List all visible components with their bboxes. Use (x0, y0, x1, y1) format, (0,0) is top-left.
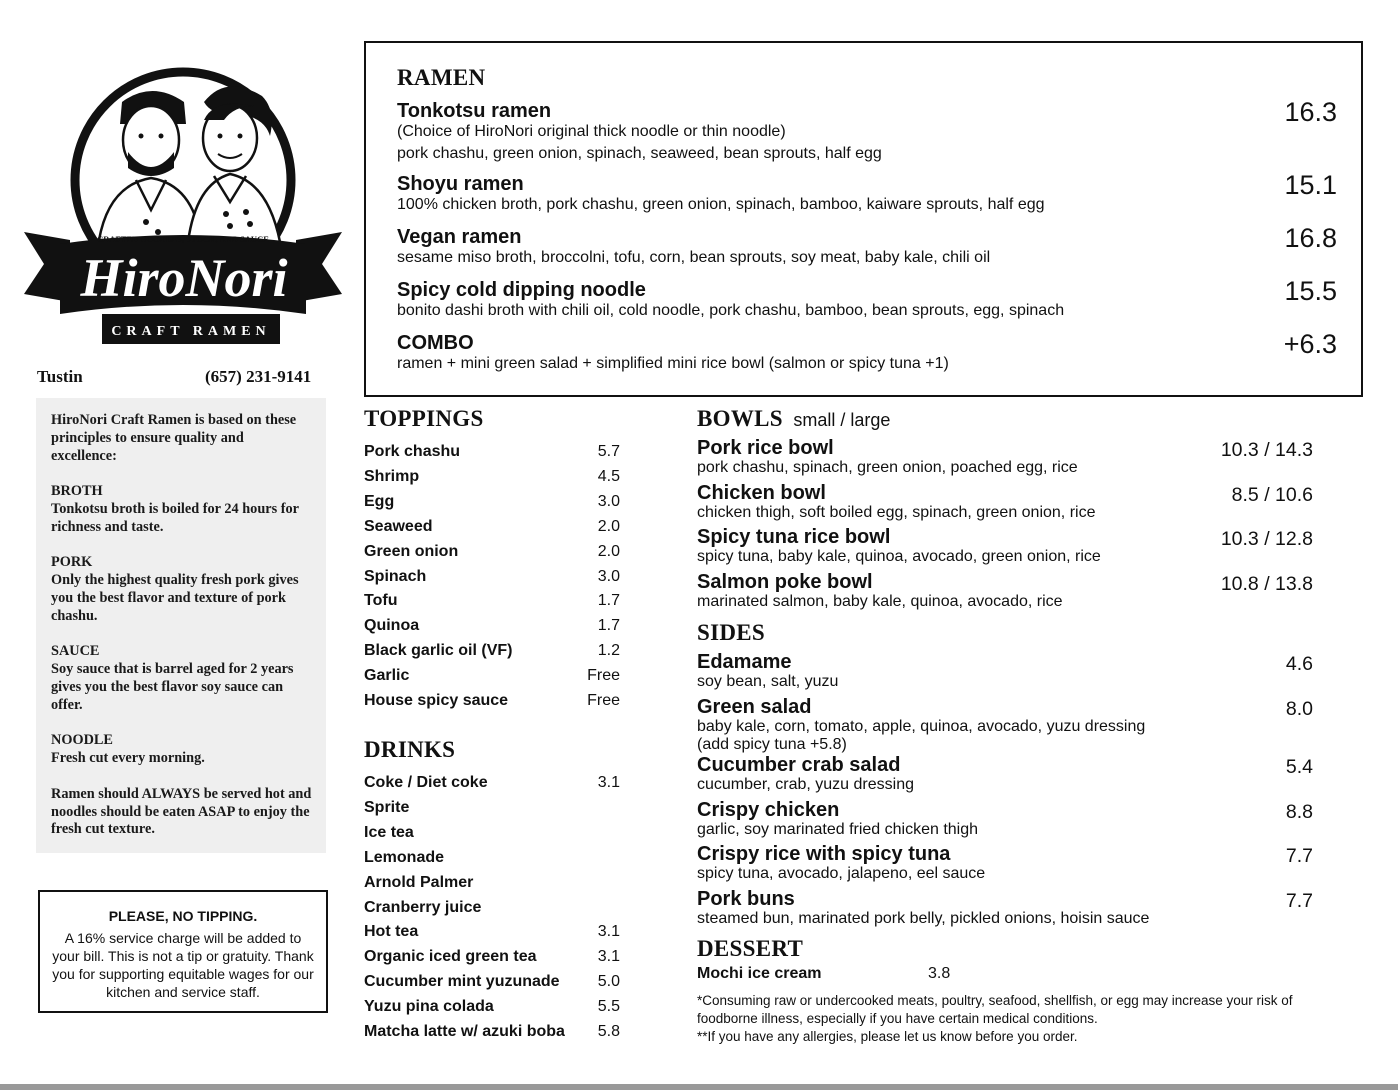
bottom-border (0, 1084, 1398, 1090)
drinks-heading: DRINKS (364, 737, 456, 762)
toppings-item-price: 1.7 (597, 617, 620, 635)
no-tipping-text: A 16% service charge will be added to your bill. This is not a tip or gratuity. Thank you for supporting equitable wages for our kitchen and service staff. (52, 930, 314, 1000)
bowls-item (697, 482, 1317, 522)
drinks-item-price: 3.1 (597, 923, 620, 941)
bowls-item-price: 8.5 / 10.6 (1231, 483, 1313, 506)
sides-item-name: Crispy rice with spicy tuna (697, 843, 951, 865)
drinks-item-name: Coke / Diet coke (364, 774, 488, 791)
drinks-item-name: Cucumber mint yuzunade (364, 973, 560, 991)
sides-item-description: baby kale, corn, tomato, apple, quinoa, avocado, yuzu dressing (697, 717, 1146, 735)
sides-item-description: soy bean, salt, yuzu (697, 673, 839, 690)
toppings-item-price: 4.5 (597, 467, 620, 485)
bowls-item-description: marinated salmon, baby kale, quinoa, avocado, rice (697, 592, 1063, 610)
toppings-item-name: Quinoa (364, 617, 420, 635)
ramen-item-price: 15.1 (1284, 170, 1337, 200)
sides-item (697, 843, 1317, 883)
toppings-item-name: Black garlic oil (VF) (364, 642, 513, 660)
principle-paragraph (51, 786, 312, 839)
toppings-item-price: 3.0 (597, 492, 620, 510)
drinks-item-name: Ice tea (364, 823, 414, 841)
drinks-item-name: Organic iced green tea (364, 948, 537, 966)
ramen-item (397, 276, 1337, 320)
principle-text: Soy sauce that is barrel aged for 2 years gives you the best flavor soy sauce can offer. (51, 661, 294, 713)
chef-right-illustration (188, 86, 280, 242)
toppings-item-name: Egg (364, 492, 395, 510)
sides-item (697, 888, 1317, 928)
dessert-item-name: Mochi ice cream (697, 965, 822, 982)
toppings-item-price: 2.0 (597, 517, 620, 535)
toppings-row (364, 638, 620, 663)
location-phone: (657) 231-9141 (205, 367, 312, 386)
principle-paragraph (51, 643, 312, 714)
dessert-item (697, 965, 957, 987)
footnote-line: foodborne illness, especially if you have certain medical conditions. (697, 1011, 1098, 1026)
sides-item-price: 4.6 (1285, 653, 1313, 675)
ramen-item (397, 223, 1337, 267)
toppings-row (364, 663, 620, 688)
ramen-item-description: (Choice of HiroNori original thick noodle or thin noodle) (397, 123, 786, 140)
drinks-item-name: Hot tea (364, 923, 419, 941)
no-tipping-heading: PLEASE, NO TIPPING. (108, 908, 258, 924)
drinks-row (364, 820, 620, 845)
sides-item-name: Green salad (697, 695, 812, 718)
toppings-item-name: Pork chashu (364, 443, 461, 460)
drinks-row (364, 845, 620, 870)
ramen-item-name: Spicy cold dipping noodle (397, 279, 646, 301)
ramen-item-name: COMBO (397, 332, 474, 354)
drinks-item-name: Sprite (364, 798, 410, 816)
toppings-row (364, 613, 620, 638)
toppings-row (364, 688, 620, 713)
toppings-item-price: 3.0 (597, 567, 620, 585)
principle-text: Ramen should ALWAYS be served hot and noodles should be eaten ASAP to enjoy the fresh cut texture. (51, 785, 312, 838)
sides-item-name: Pork buns (697, 887, 795, 910)
dessert-item-price: 3.8 (928, 965, 951, 982)
principle-paragraph (51, 554, 312, 625)
principle-paragraph (51, 732, 312, 768)
sides-item (697, 754, 1317, 794)
bowls-item-name: Salmon poke bowl (697, 570, 873, 593)
ramen-item-description: pork chashu, green onion, spinach, seaweed, bean sprouts, half egg (397, 145, 882, 162)
drinks-row (364, 994, 620, 1019)
sides-item-description: garlic, soy marinated fried chicken thigh (697, 820, 979, 838)
toppings-item-price: Free (587, 692, 620, 709)
sides-item-description: (add spicy tuna +5.8) (697, 735, 847, 753)
toppings-item-price: 5.7 (597, 443, 620, 460)
ramen-item-description: ramen + mini green salad + simplified mini rice bowl (salmon or spicy tuna +1) (397, 355, 949, 372)
chef-left-illustration (99, 91, 201, 243)
sides-item-price: 8.0 (1285, 697, 1313, 720)
location-city: Tustin (37, 367, 83, 386)
drinks-item-price: 3.1 (597, 774, 620, 791)
bowls-item-price: 10.8 / 13.8 (1220, 572, 1313, 595)
toppings-item-name: Tofu (364, 592, 398, 610)
toppings-row (364, 439, 620, 464)
toppings-item-name: Spinach (364, 567, 427, 585)
principle-text: Fresh cut every morning. (51, 750, 205, 767)
ramen-item-name: Vegan ramen (397, 226, 522, 248)
ramen-item-price: 15.5 (1284, 276, 1337, 306)
toppings-item-name: Garlic (364, 667, 410, 685)
sides-list (697, 651, 1317, 931)
sides-item-description: cucumber, crab, yuzu dressing (697, 776, 914, 793)
dessert-heading: DESSERT (697, 936, 804, 961)
drinks-item-name: Yuzu pina colada (364, 998, 494, 1016)
principle-heading: SAUCE (51, 643, 100, 660)
ramen-item (397, 329, 1337, 373)
ramen-section (364, 41, 1363, 397)
sides-item-price: 5.4 (1285, 756, 1313, 778)
sides-item-price: 8.8 (1285, 800, 1313, 823)
drinks-row (364, 795, 620, 820)
sides-item (697, 651, 1317, 691)
toppings-item-name: Green onion (364, 542, 459, 560)
drinks-item-price: 3.1 (597, 948, 620, 966)
sides-item-name: Cucumber crab salad (697, 754, 901, 776)
sides-item-name: Crispy chicken (697, 798, 840, 821)
principle-heading: BROTH (51, 483, 103, 500)
principle-text: HiroNori Craft Ramen is based on these principles to ensure quality and excellence: (51, 412, 297, 464)
bowls-item-name: Spicy tuna rice bowl (697, 526, 891, 548)
sides-item (697, 799, 1317, 839)
ramen-item (397, 97, 1337, 163)
ramen-item-name: Shoyu ramen (397, 173, 524, 195)
bowls-item-description: chicken thigh, soft boiled egg, spinach, green onion, rice (697, 503, 1096, 521)
ramen-item-price: 16.8 (1284, 223, 1337, 253)
footnote-line: *Consuming raw or undercooked meats, poultry, seafood, shellfish, or egg may increase your risk of (697, 993, 1293, 1008)
bowls-item-description: spicy tuna, baby kale, quinoa, avocado, green onion, rice (697, 548, 1101, 565)
principle-text: Tonkotsu broth is boiled for 24 hours for richness and taste. (51, 500, 299, 535)
bowls-item (697, 437, 1317, 477)
ramen-item-price: +6.3 (1283, 329, 1337, 359)
bowls-item-name: Pork rice bowl (697, 437, 834, 459)
toppings-row (364, 539, 620, 564)
drinks-item-price: 5.0 (597, 973, 620, 991)
no-tipping-notice (38, 890, 328, 1013)
drinks-item-name: Lemonade (364, 848, 445, 866)
principle-paragraph (51, 412, 312, 465)
drinks-row (364, 870, 620, 895)
toppings-item-price: Free (587, 667, 620, 685)
toppings-item-price: 1.2 (597, 642, 620, 660)
footnotes (697, 992, 1357, 1046)
principles-box (36, 398, 326, 853)
toppings-item-name: House spicy sauce (364, 692, 509, 709)
principle-paragraph (51, 483, 312, 536)
bowls-item (697, 571, 1317, 611)
logo-tagline: CRAFTED NOODLES, STOCK, AND SAUCE (97, 234, 269, 244)
sides-item-description: spicy tuna, avocado, jalapeno, eel sauce (697, 865, 986, 882)
toppings-row (364, 588, 620, 613)
toppings-row (364, 489, 620, 514)
drinks-row (364, 919, 620, 944)
sides-item-name: Edamame (697, 651, 792, 673)
bowls-header (697, 406, 890, 432)
drinks-row (364, 944, 620, 969)
drinks-item-price: 5.5 (597, 998, 620, 1016)
toppings-row (364, 564, 620, 589)
footnote-line: **If you have any allergies, please let us know before you order. (697, 1029, 1078, 1044)
drinks-row (364, 770, 620, 795)
drinks-item-price: 5.8 (597, 1023, 620, 1040)
drinks-item-name: Matcha latte w/ azuki boba (364, 1023, 565, 1040)
toppings-row (364, 514, 620, 539)
toppings-item-price: 2.0 (597, 542, 620, 560)
bowls-size-note: small / large (793, 410, 891, 430)
bowls-item-name: Chicken bowl (697, 481, 826, 504)
bowls-heading: BOWLS (697, 406, 783, 431)
bowls-item-description: pork chashu, spinach, green onion, poached egg, rice (697, 459, 1078, 476)
bowls-list (697, 437, 1317, 617)
toppings-row (364, 464, 620, 489)
drinks-list (364, 770, 620, 1050)
principle-text: Only the highest quality fresh pork gives you the best flavor and texture of pork chashu. (51, 572, 299, 624)
principle-heading: NOODLE (51, 732, 113, 749)
logo-brand: HiroNori (80, 248, 288, 308)
drinks-item-name: Arnold Palmer (364, 873, 474, 891)
principle-heading: PORK (51, 554, 93, 571)
logo-subtitle: CRAFT RAMEN (111, 324, 271, 339)
ramen-item-description: 100% chicken broth, pork chashu, green onion, spinach, bamboo, kaiware sprouts, half egg (397, 196, 1045, 213)
toppings-item-name: Shrimp (364, 467, 420, 485)
ramen-item (397, 170, 1337, 214)
ramen-item-name: Tonkotsu ramen (397, 100, 552, 122)
drinks-row (364, 1019, 620, 1044)
toppings-item-name: Seaweed (364, 517, 433, 535)
hironori-logo (24, 62, 342, 350)
sides-item (697, 696, 1317, 754)
bowls-item-price: 10.3 / 12.8 (1220, 528, 1313, 550)
ramen-item-description: sesame miso broth, broccolni, tofu, corn, bean sprouts, soy meat, baby kale, chili oil (397, 249, 991, 266)
drinks-row (364, 895, 620, 920)
bowls-item (697, 526, 1317, 566)
ramen-item-price: 16.3 (1284, 97, 1337, 127)
ramen-heading: RAMEN (397, 65, 486, 90)
drinks-item-name: Cranberry juice (364, 898, 482, 916)
sides-item-description: steamed bun, marinated pork belly, pickled onions, hoisin sauce (697, 909, 1150, 927)
sides-item-price: 7.7 (1285, 845, 1313, 867)
toppings-list (364, 439, 620, 719)
sides-item-price: 7.7 (1285, 889, 1313, 912)
toppings-heading: TOPPINGS (364, 406, 484, 431)
drinks-row (364, 969, 620, 994)
bowls-item-price: 10.3 / 14.3 (1220, 439, 1313, 461)
sides-heading: SIDES (697, 620, 765, 645)
toppings-item-price: 1.7 (597, 592, 620, 610)
ramen-item-description: bonito dashi broth with chili oil, cold noodle, pork chashu, bamboo, bean sprouts, egg, spinach (397, 302, 1065, 319)
